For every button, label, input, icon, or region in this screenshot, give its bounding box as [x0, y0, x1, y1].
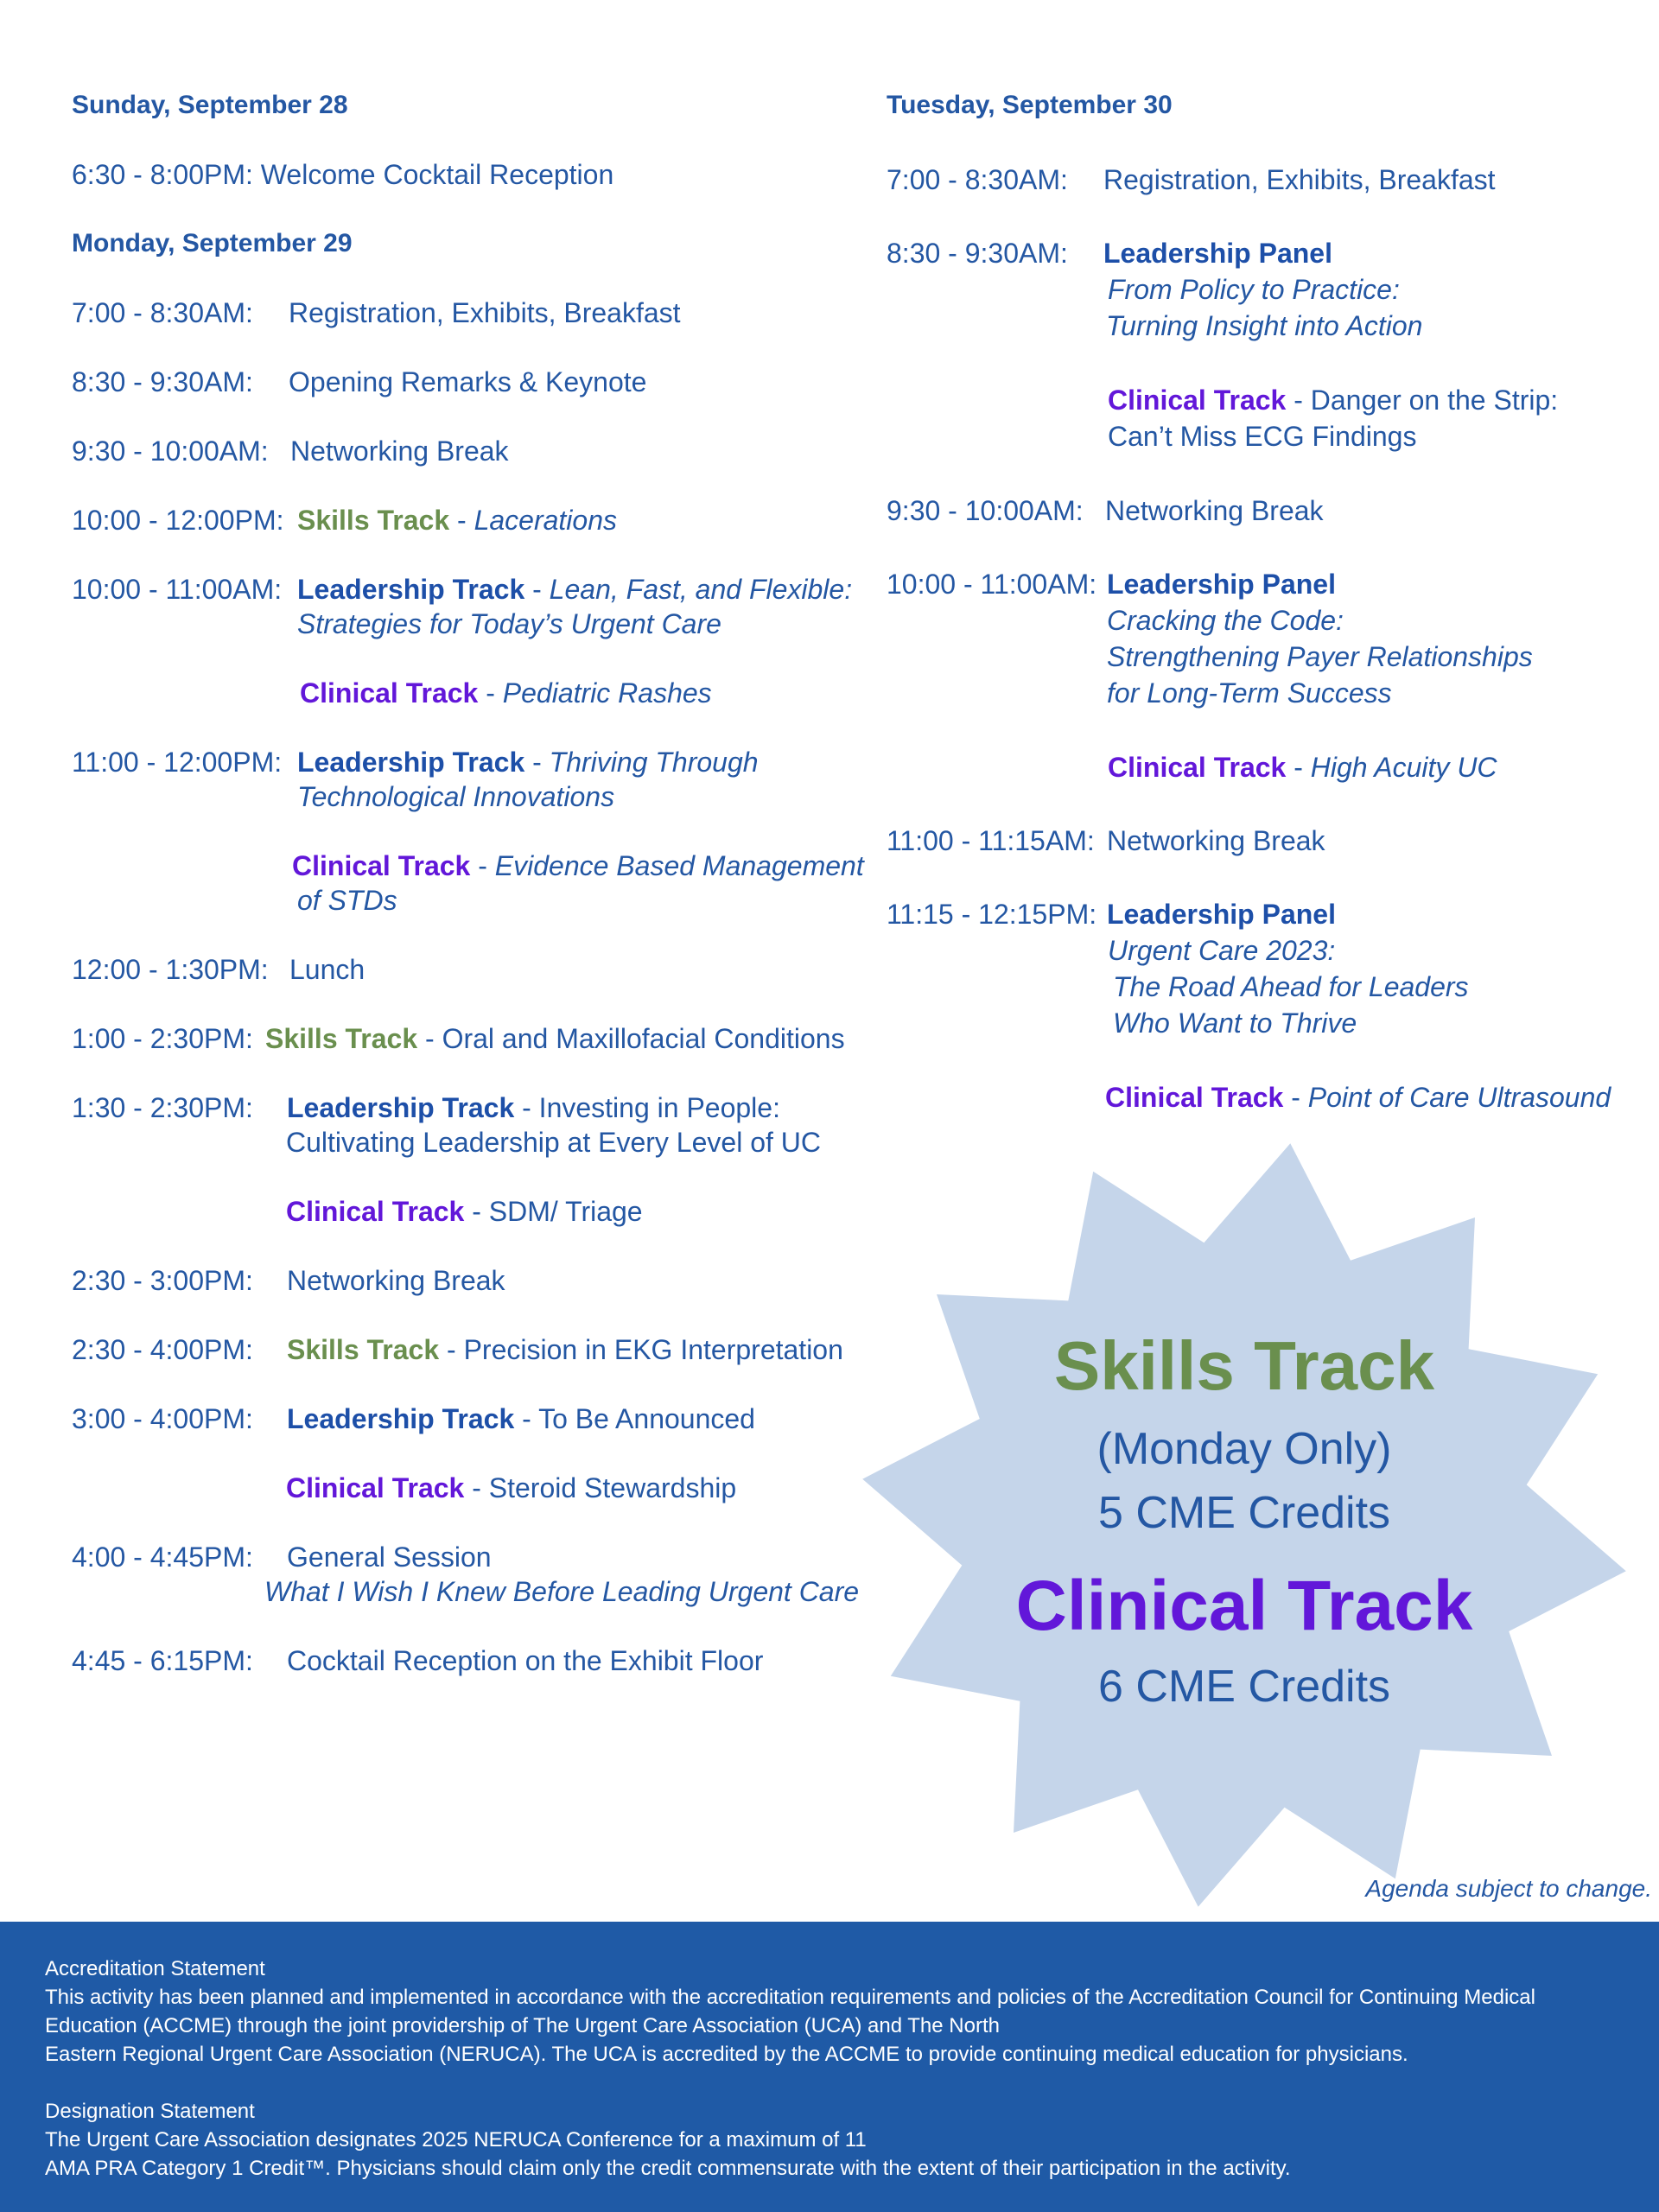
mon-r9-time: 1:30 - 2:30PM: [72, 1092, 253, 1123]
tue-r1-time: 7:00 - 8:30AM: [887, 164, 1068, 195]
tue-r1-desc: Registration, Exhibits, Breakfast [1103, 164, 1496, 195]
tue-r4-desc3: for Long-Term Success [1107, 677, 1392, 709]
tue-r3-time: 9:30 - 10:00AM: [887, 495, 1084, 526]
skills-track-label: Skills Track [297, 505, 450, 536]
clinical-track-label: Clinical Track [1105, 1082, 1284, 1113]
monday-heading: Monday, September 29 [72, 229, 353, 257]
leadership-track-label: Leadership Track [297, 574, 525, 605]
tue-r2b-desc2: Can’t Miss ECG Findings [1108, 421, 1417, 452]
mon-r1-time: 7:00 - 8:30AM: [72, 297, 253, 328]
leadership-track-label: Leadership Track [297, 747, 525, 778]
tue-r6-desc1: Urgent Care 2023: [1108, 935, 1336, 966]
mon-r10-time: 2:30 - 3:00PM: [72, 1265, 253, 1296]
skills-track-label: Skills Track [265, 1023, 418, 1054]
tue-r4-desc2: Strengthening Payer Relationships [1107, 641, 1533, 672]
session-title: - Investing in People: [514, 1092, 780, 1123]
mon-r6-time: 11:00 - 12:00PM: [72, 747, 283, 778]
tue-r2b-session [1108, 385, 1558, 416]
mon-r6b-session [292, 850, 864, 882]
mon-r11-session [287, 1334, 843, 1366]
mon-r5b-session [300, 677, 712, 709]
tue-r2-desc1: From Policy to Practice: [1108, 274, 1400, 305]
tue-r5-desc: Networking Break [1107, 825, 1325, 856]
mon-r8-session [265, 1023, 845, 1055]
separator: - [1283, 1082, 1308, 1113]
mon-r5-desc2: Strategies for Today’s Urgent Care [297, 608, 721, 639]
separator: - [1286, 752, 1311, 783]
mon-r12b-session [286, 1472, 736, 1504]
sunday-heading: Sunday, September 28 [72, 91, 348, 119]
skills-track-label: Skills Track [287, 1334, 440, 1365]
mon-r11-time: 2:30 - 4:00PM: [72, 1334, 253, 1365]
mon-r5-time: 10:00 - 11:00AM: [72, 574, 283, 605]
mon-r10-desc: Networking Break [287, 1265, 505, 1296]
starburst-skills-line2: 5 CME Credits [1097, 1488, 1391, 1538]
mon-r13-desc2: What I Wish I Knew Before Leading Urgent Care [264, 1576, 860, 1607]
clinical-track-label: Clinical Track [1108, 385, 1287, 416]
mon-r4-session [297, 505, 617, 537]
mon-r4-time: 10:00 - 12:00PM: [72, 505, 284, 536]
separator: - [478, 677, 503, 709]
tue-r3-desc: Networking Break [1105, 495, 1324, 526]
session-title: Lean, Fast, and Flexible: [549, 574, 853, 605]
mon-r2-time: 8:30 - 9:30AM: [72, 366, 253, 397]
mon-r9b-session [286, 1196, 643, 1228]
starburst-skills-title: Skills Track [1053, 1327, 1435, 1404]
starburst-clinical-title: Clinical Track [1015, 1567, 1473, 1645]
mon-r13-time: 4:00 - 4:45PM: [72, 1541, 253, 1573]
leadership-track-label: Leadership Track [287, 1092, 515, 1123]
mon-r6b-desc2: of STDs [297, 885, 397, 916]
mon-r6-desc2: Technological Innovations [297, 781, 615, 812]
mon-r1-desc: Registration, Exhibits, Breakfast [289, 297, 681, 328]
tue-r6-desc3: Who Want to Thrive [1113, 1007, 1357, 1039]
agenda-note: Agenda subject to change. [1365, 1875, 1652, 1902]
session-title: Evidence Based Management [494, 850, 864, 881]
separator: - [524, 747, 550, 778]
mon-r5-session [297, 574, 852, 606]
tue-r6b-session [1105, 1082, 1611, 1114]
mon-r14-time: 4:45 - 6:15PM: [72, 1645, 253, 1676]
session-title: Pediatric Rashes [502, 677, 712, 709]
separator: - [524, 574, 550, 605]
separator: - [449, 505, 474, 536]
session-title: Point of Care Ultrasound [1307, 1082, 1611, 1113]
session-title: Thriving Through [549, 747, 759, 778]
mon-r7-desc: Lunch [289, 954, 365, 985]
mon-r6-session [297, 747, 759, 779]
accreditation-line: Eastern Regional Urgent Care Association (NERUCA). The UCA is accredited by the ACCME to provide continuing medical education for physicians. [45, 2043, 1408, 2066]
session-title: - To Be Announced [514, 1403, 755, 1434]
tue-r4b-session [1108, 752, 1497, 784]
tue-r6-desc2: The Road Ahead for Leaders [1113, 971, 1469, 1002]
mon-r9-session [287, 1092, 780, 1124]
mon-r3-desc: Networking Break [290, 435, 509, 467]
mon-r9-desc2: Cultivating Leadership at Every Level of UC [286, 1127, 821, 1158]
accreditation-line: This activity has been planned and implemented in accordance with the accreditation requirements and policies of the Accreditation Council for Continuing Medical [45, 1986, 1535, 2009]
session-title: - SDM/ Triage [464, 1196, 643, 1227]
tue-r6-time: 11:15 - 12:15PM: [887, 899, 1097, 930]
tue-r6-track: Leadership Panel [1107, 899, 1336, 930]
clinical-track-label: Clinical Track [286, 1196, 465, 1227]
tue-r4-time: 10:00 - 11:00AM: [887, 569, 1097, 600]
designation-heading: Designation Statement [45, 2100, 255, 2123]
mon-r8-time: 1:00 - 2:30PM: [72, 1023, 253, 1054]
starburst-clinical-line1: 6 CME Credits [1097, 1662, 1391, 1712]
clinical-track-label: Clinical Track [1108, 752, 1287, 783]
session-title: High Acuity UC [1310, 752, 1497, 783]
tue-r4-desc1: Cracking the Code: [1107, 605, 1344, 636]
separator: - [470, 850, 495, 881]
footer-statements [0, 1922, 1659, 2212]
mon-r13-desc1: General Session [287, 1541, 492, 1573]
clinical-track-label: Clinical Track [286, 1472, 465, 1503]
clinical-track-label: Clinical Track [292, 850, 471, 881]
tuesday-heading: Tuesday, September 30 [887, 91, 1173, 119]
sunday-item: 6:30 - 8:00PM: Welcome Cocktail Reception [72, 159, 614, 190]
mon-r3-time: 9:30 - 10:00AM: [72, 435, 269, 467]
tue-r5-time: 11:00 - 11:15AM: [887, 825, 1095, 856]
mon-r12-session [287, 1403, 755, 1435]
starburst-skills-line1: (Monday Only) [1096, 1424, 1392, 1474]
session-title: - Danger on the Strip: [1286, 385, 1559, 416]
leadership-track-label: Leadership Track [287, 1403, 515, 1434]
session-title: Lacerations [474, 505, 617, 536]
accreditation-line: Education (ACCME) through the joint providership of The Urgent Care Association (UCA) and The North [45, 2014, 1000, 2037]
session-title: - Steroid Stewardship [464, 1472, 737, 1503]
tue-r2-desc2: Turning Insight into Action [1106, 310, 1423, 341]
session-title: - Oral and Maxillofacial Conditions [417, 1023, 845, 1054]
mon-r14-desc: Cocktail Reception on the Exhibit Floor [287, 1645, 764, 1676]
accreditation-heading: Accreditation Statement [45, 1957, 265, 1980]
designation-line: The Urgent Care Association designates 2025 NERUCA Conference for a maximum of 11 [45, 2128, 867, 2152]
clinical-track-label: Clinical Track [300, 677, 479, 709]
tue-r4-track: Leadership Panel [1107, 569, 1336, 600]
mon-r2-desc: Opening Remarks & Keynote [289, 366, 647, 397]
session-title: - Precision in EKG Interpretation [439, 1334, 843, 1365]
tue-r2-track: Leadership Panel [1103, 238, 1332, 269]
tue-r2-time: 8:30 - 9:30AM: [887, 238, 1068, 269]
designation-line: AMA PRA Category 1 Credit™. Physicians should claim only the credit commensurate with the extent of their participation in the activity. [45, 2157, 1291, 2180]
mon-r12-time: 3:00 - 4:00PM: [72, 1403, 253, 1434]
mon-r7-time: 12:00 - 1:30PM: [72, 954, 269, 985]
